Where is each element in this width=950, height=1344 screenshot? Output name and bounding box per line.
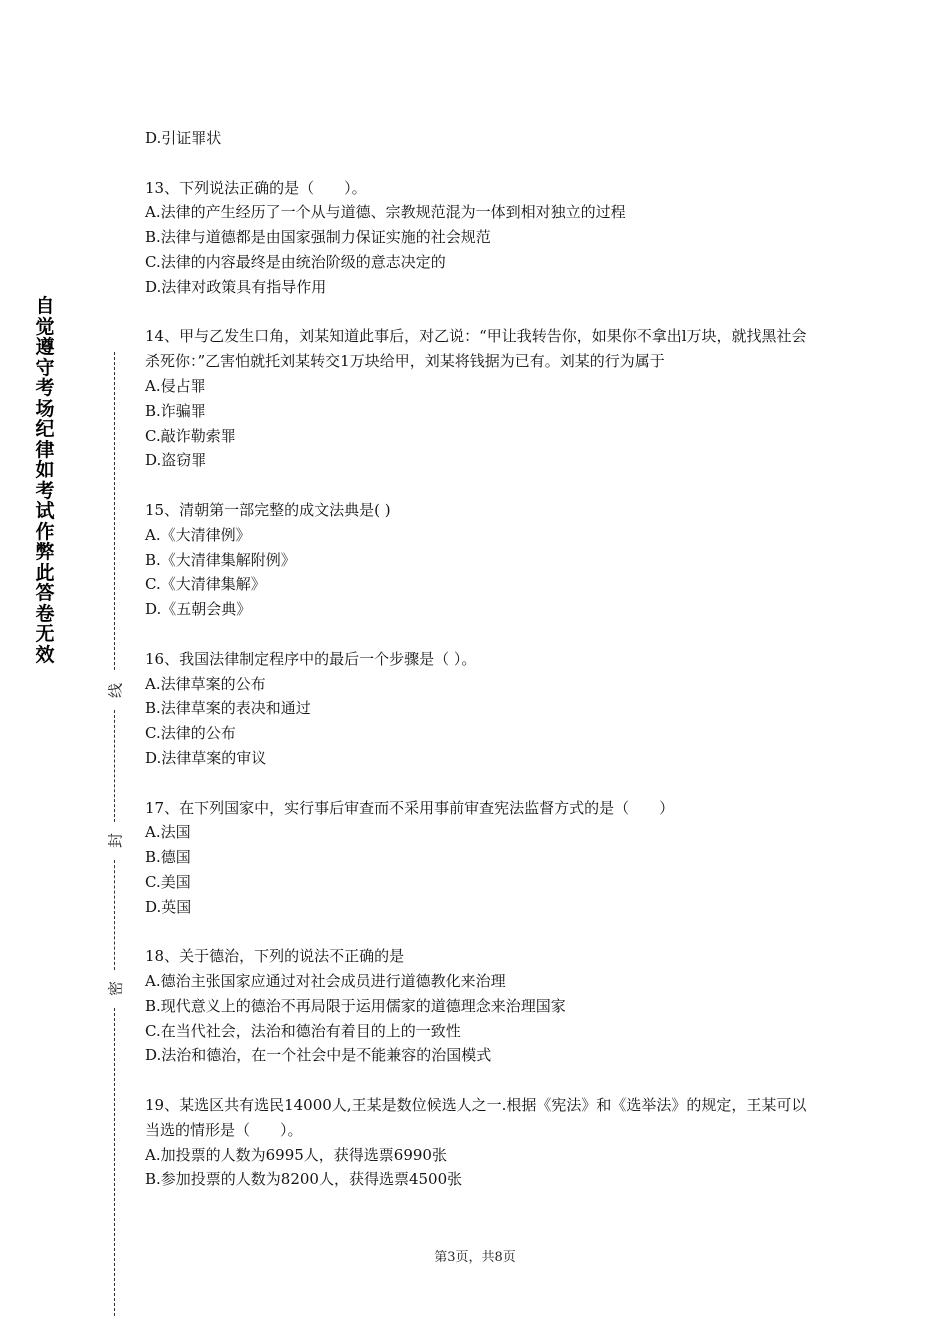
option-d: D.盗窃罪 [145,451,207,470]
option-b: B.《大清律集解附例》 [145,550,296,569]
option-d: D.英国 [145,897,192,916]
question-18 [145,944,815,1068]
option-a: A.德治主张国家应通过对社会成员进行道德教化来治理 [145,972,506,991]
question-17 [145,796,815,920]
seal-label-secret: 密 [106,981,125,997]
page-number: 第3页，共8页 [434,1250,516,1265]
option-c: C.美国 [145,872,191,891]
question-19 [145,1093,815,1192]
exam-discipline-notice: 自觉遵守考场纪律如考试作弊此答卷无效 [35,295,55,666]
option-c: C.《大清律集解》 [145,575,266,594]
question-stem: 16、我国法律制定程序中的最后一个步骤是（ ）。 [145,649,477,668]
binding-line-segment [114,860,115,970]
option-d: D.法律草案的审议 [145,748,267,767]
question-stem: 17、在下列国家中，实行事后审查而不采用事前审查宪法监督方式的是（ ） [145,798,675,817]
binding-line-segment [114,352,115,670]
option-a: A.《大清律例》 [145,525,251,544]
question-15 [145,498,815,622]
seal-label-seal: 封 [106,833,125,849]
option-b: B.德国 [145,848,191,867]
option-b: B.参加投票的人数为8200人，获得选票4500张 [145,1170,463,1189]
option-c: C.在当代社会，法治和德治有着目的上的一致性 [145,1021,461,1040]
option-b: B.诈骗罪 [145,401,206,420]
option-a: A.法国 [145,823,191,842]
question-stem: 19、某选区共有选民14000人,王某是数位候选人之一.根据《宪法》和《选举法》的规定，王某可以当选的情形是（ ）。 [145,1096,807,1139]
question-13 [145,176,815,300]
question-16 [145,647,815,771]
binding-line-segment [114,1008,115,1316]
option-c: C.法律的内容最终是由统治阶级的意志决定的 [145,252,446,271]
exam-content [145,126,815,1217]
question-14 [145,324,815,473]
option-c: C.敲诈勒索罪 [145,426,236,445]
option-d: D.法治和德治，在一个社会中是不能兼容的治国模式 [145,1046,492,1065]
binding-line-segment [114,710,115,822]
question-stem: 13、下列说法正确的是（ ）。 [145,178,367,197]
option-a: A.法律的产生经历了一个从与道德、宗教规范混为一体到相对独立的过程 [145,203,626,222]
option-b: B.法律草案的表决和通过 [145,699,311,718]
option-d: D.《五朝会典》 [145,600,252,619]
question-stem: 15、清朝第一部完整的成文法典是( ) [145,500,391,519]
question-stem: 18、关于德治，下列的说法不正确的是 [145,947,405,966]
option-c: C.法律的公布 [145,724,236,743]
option-d: D.引证罪状 [145,129,222,147]
seal-label-line: 线 [106,683,125,699]
option-a: A.加投票的人数为6995人，获得选票6990张 [145,1145,447,1164]
question-stem: 14、甲与乙发生口角，刘某知道此事后，对乙说：“甲让我转告你，如果你不拿出l万块，就找黑社会杀死你：”乙害怕就托刘某转交1万块给甲，刘某将钱据为已有。刘某的行为属于 [145,327,807,371]
option-b: B.现代意义上的德治不再局限于运用儒家的道德理念来治理国家 [145,996,566,1015]
option-d: D.法律对政策具有指导作用 [145,277,327,296]
option-a: A.法律草案的公布 [145,674,266,693]
option-a: A.侵占罪 [145,376,206,395]
option-b: B.法律与道德都是由国家强制力保证实施的社会规范 [145,228,491,247]
question-12-tail [145,126,815,151]
